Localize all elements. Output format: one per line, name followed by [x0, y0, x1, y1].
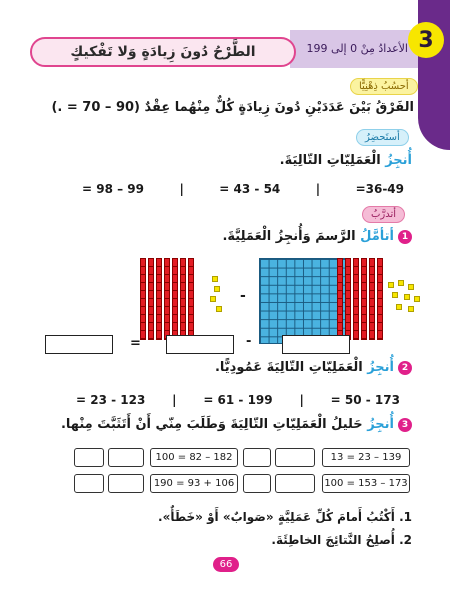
units-cubes-right	[386, 278, 422, 314]
unit-cube	[388, 282, 394, 288]
ten-rod	[148, 258, 154, 340]
recall-rest: الْعَمَلِيّاتِ التّالِيَةَ.	[279, 153, 386, 168]
recall-instruction	[150, 153, 412, 168]
unit-cube	[216, 306, 222, 312]
exercise-2-separator-2: |	[299, 393, 304, 407]
unit-number-badge: 3	[408, 22, 444, 58]
recall-op-2: = 43 - 54	[219, 182, 281, 196]
unit-cube	[414, 296, 420, 302]
minus-sign-blocks: -	[240, 288, 246, 304]
unit-cube	[398, 280, 404, 286]
recall-separator-2: |	[315, 182, 321, 196]
exercise-1-instruction	[150, 229, 412, 244]
unit-range-label: الأعدادُ مِنْ 0 إلى 199	[306, 42, 408, 55]
exercise-2-op-1: = 23 - 123	[76, 393, 146, 407]
hundred-flat	[259, 258, 347, 344]
answer-box-minuend[interactable]	[282, 335, 350, 354]
ten-rod	[369, 258, 375, 340]
equation-box: 100 = 153 – 173	[322, 474, 410, 493]
exercise-2-instruction	[150, 360, 412, 375]
tens-rods-left	[140, 258, 194, 340]
exercise-1-number: 1	[398, 230, 412, 244]
ten-rod	[377, 258, 383, 340]
lesson-title: الطَّرْحُ دُونَ زِيادَةٍ وَلا تَفْكيكٍ	[30, 37, 296, 67]
check-box[interactable]	[275, 474, 315, 493]
ten-rod	[361, 258, 367, 340]
ten-rod	[156, 258, 162, 340]
exercise-1-rest: الرَّسمَ وَأُنجِزُ الْعَمَلِيَّةَ.	[222, 229, 361, 244]
recall-op-3: =36-49	[355, 182, 404, 196]
recall-separator-1: |	[179, 182, 184, 196]
page-number: 66	[213, 557, 239, 572]
unit-cube	[396, 304, 402, 310]
recall-verb: أُنجِزُ	[385, 153, 412, 168]
check-box-small[interactable]	[74, 474, 104, 493]
exercise-1-verb: أتأمَّلُ	[360, 229, 394, 244]
ten-rod	[188, 258, 194, 340]
exercise-2-separator-1: |	[172, 393, 177, 407]
answer-box-subtrahend[interactable]	[166, 335, 234, 354]
ten-rod	[172, 258, 178, 340]
unit-cube	[214, 286, 220, 292]
recall-op-1: = 98 – 99	[82, 182, 144, 196]
ten-rod	[353, 258, 359, 340]
check-box-small[interactable]	[243, 448, 271, 467]
exercise-3-rest: حَليلُ الْعَمَلِيّاتِ التّالِيَةَ وَطَلَبَ مِنّي أَنْ أَتَثَبَّتَ مِنْها.	[60, 417, 368, 432]
check-box[interactable]	[108, 448, 144, 467]
equation-box: 13 = 23 – 139	[322, 448, 410, 467]
instruction-1: 1. أَكْتُبُ أَمامَ كُلِّ عَمَلِيَّةٍ «صَوابٌ» أَوْ «خَطَأٌ».	[158, 510, 412, 524]
check-box[interactable]	[275, 448, 315, 467]
exercise-2-rest: الْعَمَلِيّاتِ التّالِيَةَ عَمُودِيًّا.	[214, 360, 368, 375]
practice-tag: أتدرَّبُ	[362, 206, 405, 223]
recall-tag: أستَحضِرُ	[356, 129, 409, 146]
unit-cube	[408, 306, 414, 312]
exercise-3-number: 3	[398, 418, 412, 432]
check-box-small[interactable]	[74, 448, 104, 467]
equation-box: 190 = 93 + 106	[150, 474, 238, 493]
ten-rod	[140, 258, 146, 340]
answer-box-result[interactable]	[45, 335, 113, 354]
unit-cube	[408, 284, 414, 290]
exercise-3-instruction	[60, 417, 412, 432]
unit-cube	[392, 292, 398, 298]
mental-calc-text: الفَرْقُ بَيْنَ عَدَدَيْنِ دُونَ زِيادَةٍ كُلٌّ مِنْهُما عِقْدٌ (90 – 70 = .)	[51, 100, 414, 115]
check-box-small[interactable]	[243, 474, 271, 493]
exercise-2-ops-row	[76, 393, 400, 407]
exercise-2-op-3: = 50 - 173	[330, 393, 400, 407]
ten-rod	[164, 258, 170, 340]
exercise-2-number: 2	[398, 361, 412, 375]
exercise-3-verb: أُنجِزُ	[367, 417, 394, 432]
minus-sign-answer: -	[246, 334, 252, 349]
units-cubes-left	[208, 272, 228, 322]
instruction-2: 2. أُصلِحُ النَّتائِجَ الخاطِئَةَ.	[271, 533, 412, 547]
tens-rods-right	[337, 258, 383, 340]
unit-cube	[404, 294, 410, 300]
ten-rod	[345, 258, 351, 340]
unit-cube	[210, 296, 216, 302]
exercise-2-verb: أُنجِزُ	[367, 360, 394, 375]
exercise-2-op-2: = 61 - 199	[203, 393, 273, 407]
recall-ops-row	[82, 182, 404, 196]
equation-box: 100 = 82 – 182	[150, 448, 238, 467]
ten-rod	[180, 258, 186, 340]
check-box[interactable]	[108, 474, 144, 493]
unit-cube	[212, 276, 218, 282]
mental-calc-tag: أحسُبُ ذِهْنِيًّا	[350, 78, 418, 95]
ten-rod	[337, 258, 343, 340]
equals-sign: =	[130, 336, 141, 351]
